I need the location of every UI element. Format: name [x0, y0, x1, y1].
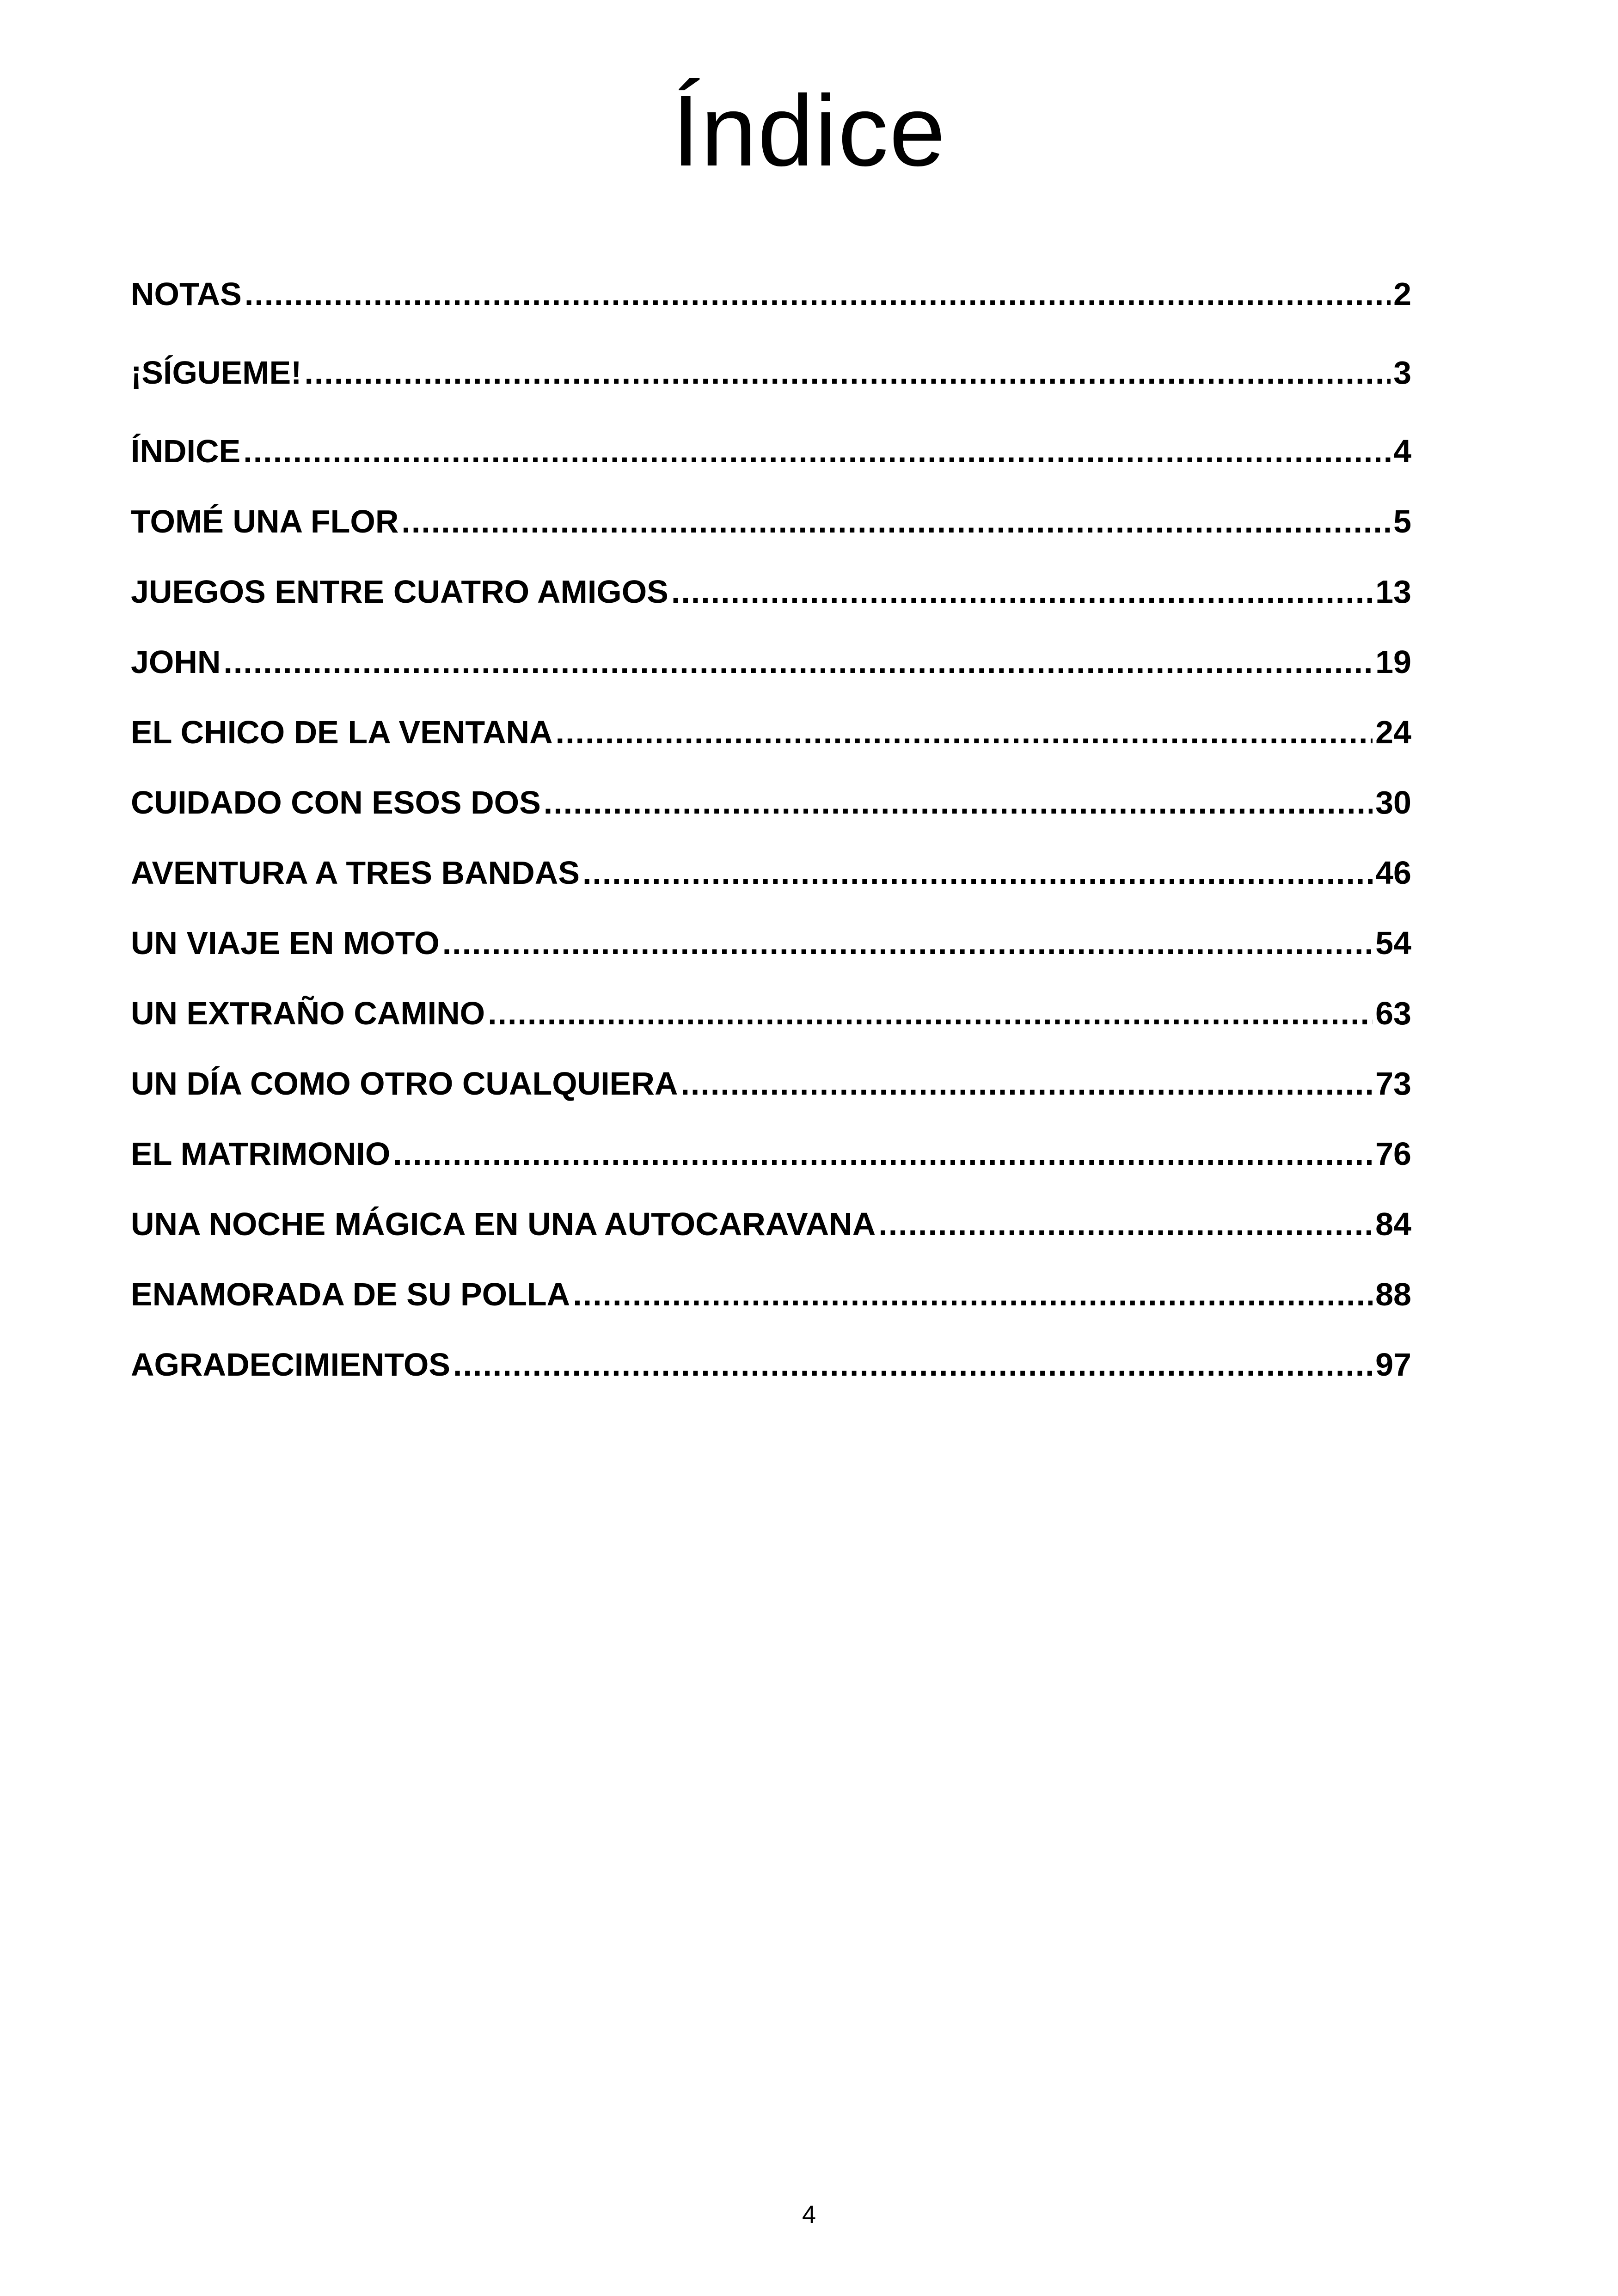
- toc-dot-leader: [223, 627, 1373, 697]
- toc-entry-title: JOHN: [131, 644, 221, 680]
- toc-entry[interactable]: [131, 978, 1411, 1048]
- toc-entry-page: 4: [1393, 433, 1411, 469]
- toc-entry-page: 54: [1375, 925, 1411, 961]
- toc-entry-page: 24: [1375, 714, 1411, 750]
- toc-entry-page: 19: [1375, 644, 1411, 680]
- toc-entry-title: ÍNDICE: [131, 433, 241, 469]
- toc-entry-title: EL CHICO DE LA VENTANA: [131, 714, 553, 750]
- toc-entry-title: ENAMORADA DE SU POLLA: [131, 1276, 570, 1312]
- toc-entry[interactable]: [131, 767, 1411, 838]
- page-title: Índice: [672, 75, 946, 187]
- toc-dot-leader: [304, 337, 1391, 408]
- toc-entry-page: 84: [1375, 1206, 1411, 1242]
- toc-entry-title: EL MATRIMONIO: [131, 1136, 391, 1172]
- toc-entry-page: 76: [1375, 1136, 1411, 1172]
- toc-dot-leader: [243, 416, 1391, 486]
- toc-entry-page: 5: [1393, 503, 1411, 539]
- toc-entry[interactable]: [131, 1259, 1411, 1329]
- toc-dot-leader: [401, 486, 1391, 557]
- toc-entry-title: NOTAS: [131, 276, 242, 312]
- toc-entry[interactable]: [131, 486, 1411, 557]
- toc-dot-leader: [878, 1189, 1373, 1259]
- toc-entry-page: 73: [1375, 1065, 1411, 1102]
- toc-entry-title: ¡SÍGUEME!: [131, 355, 302, 391]
- toc-dot-leader: [680, 1048, 1373, 1119]
- toc-dot-leader: [556, 697, 1373, 767]
- toc-dot-leader: [245, 259, 1391, 329]
- toc-entry-page: 30: [1375, 784, 1411, 820]
- toc-entry[interactable]: [131, 838, 1411, 908]
- toc-dot-leader: [544, 767, 1373, 838]
- toc-entry-page: 97: [1375, 1347, 1411, 1383]
- toc-dot-leader: [573, 1259, 1373, 1329]
- toc-entry-title: TOMÉ UNA FLOR: [131, 503, 399, 539]
- toc-entry-title: AGRADECIMIENTOS: [131, 1347, 450, 1383]
- toc-entry[interactable]: [131, 908, 1411, 978]
- toc-entry[interactable]: [131, 1329, 1411, 1400]
- toc-entry[interactable]: [131, 697, 1411, 767]
- toc-dot-leader: [393, 1119, 1373, 1189]
- toc-entry-title: UN EXTRAÑO CAMINO: [131, 995, 485, 1031]
- toc-entry-title: UN VIAJE EN MOTO: [131, 925, 440, 961]
- toc-entry-page: 46: [1375, 855, 1411, 891]
- toc-entry-page: 88: [1375, 1276, 1411, 1312]
- toc-entry-page: 63: [1375, 995, 1411, 1031]
- toc-entry-title: AVENTURA A TRES BANDAS: [131, 855, 580, 891]
- toc-entry[interactable]: [131, 416, 1411, 486]
- table-of-contents: [131, 259, 1411, 1400]
- toc-entry[interactable]: [131, 627, 1411, 697]
- toc-entry-page: 2: [1393, 276, 1411, 312]
- toc-entry[interactable]: [131, 337, 1411, 416]
- toc-entry-title: JUEGOS ENTRE CUATRO AMIGOS: [131, 574, 668, 610]
- toc-entry-page: 3: [1393, 355, 1411, 391]
- toc-entry-title: UN DÍA COMO OTRO CUALQUIERA: [131, 1065, 678, 1102]
- toc-entry[interactable]: [131, 557, 1411, 627]
- page-number: 4: [802, 2201, 816, 2229]
- toc-entry[interactable]: [131, 259, 1411, 337]
- toc-dot-leader: [453, 1329, 1373, 1400]
- toc-dot-leader: [442, 908, 1373, 978]
- toc-dot-leader: [582, 838, 1373, 908]
- toc-dot-leader: [488, 978, 1373, 1048]
- toc-entry-title: UNA NOCHE MÁGICA EN UNA AUTOCARAVANA: [131, 1206, 876, 1242]
- toc-dot-leader: [671, 557, 1373, 627]
- toc-entry[interactable]: [131, 1048, 1411, 1119]
- toc-entry-page: 13: [1375, 574, 1411, 610]
- toc-entry[interactable]: [131, 1189, 1411, 1259]
- toc-entry[interactable]: [131, 1119, 1411, 1189]
- toc-entry-title: CUIDADO CON ESOS DOS: [131, 784, 541, 820]
